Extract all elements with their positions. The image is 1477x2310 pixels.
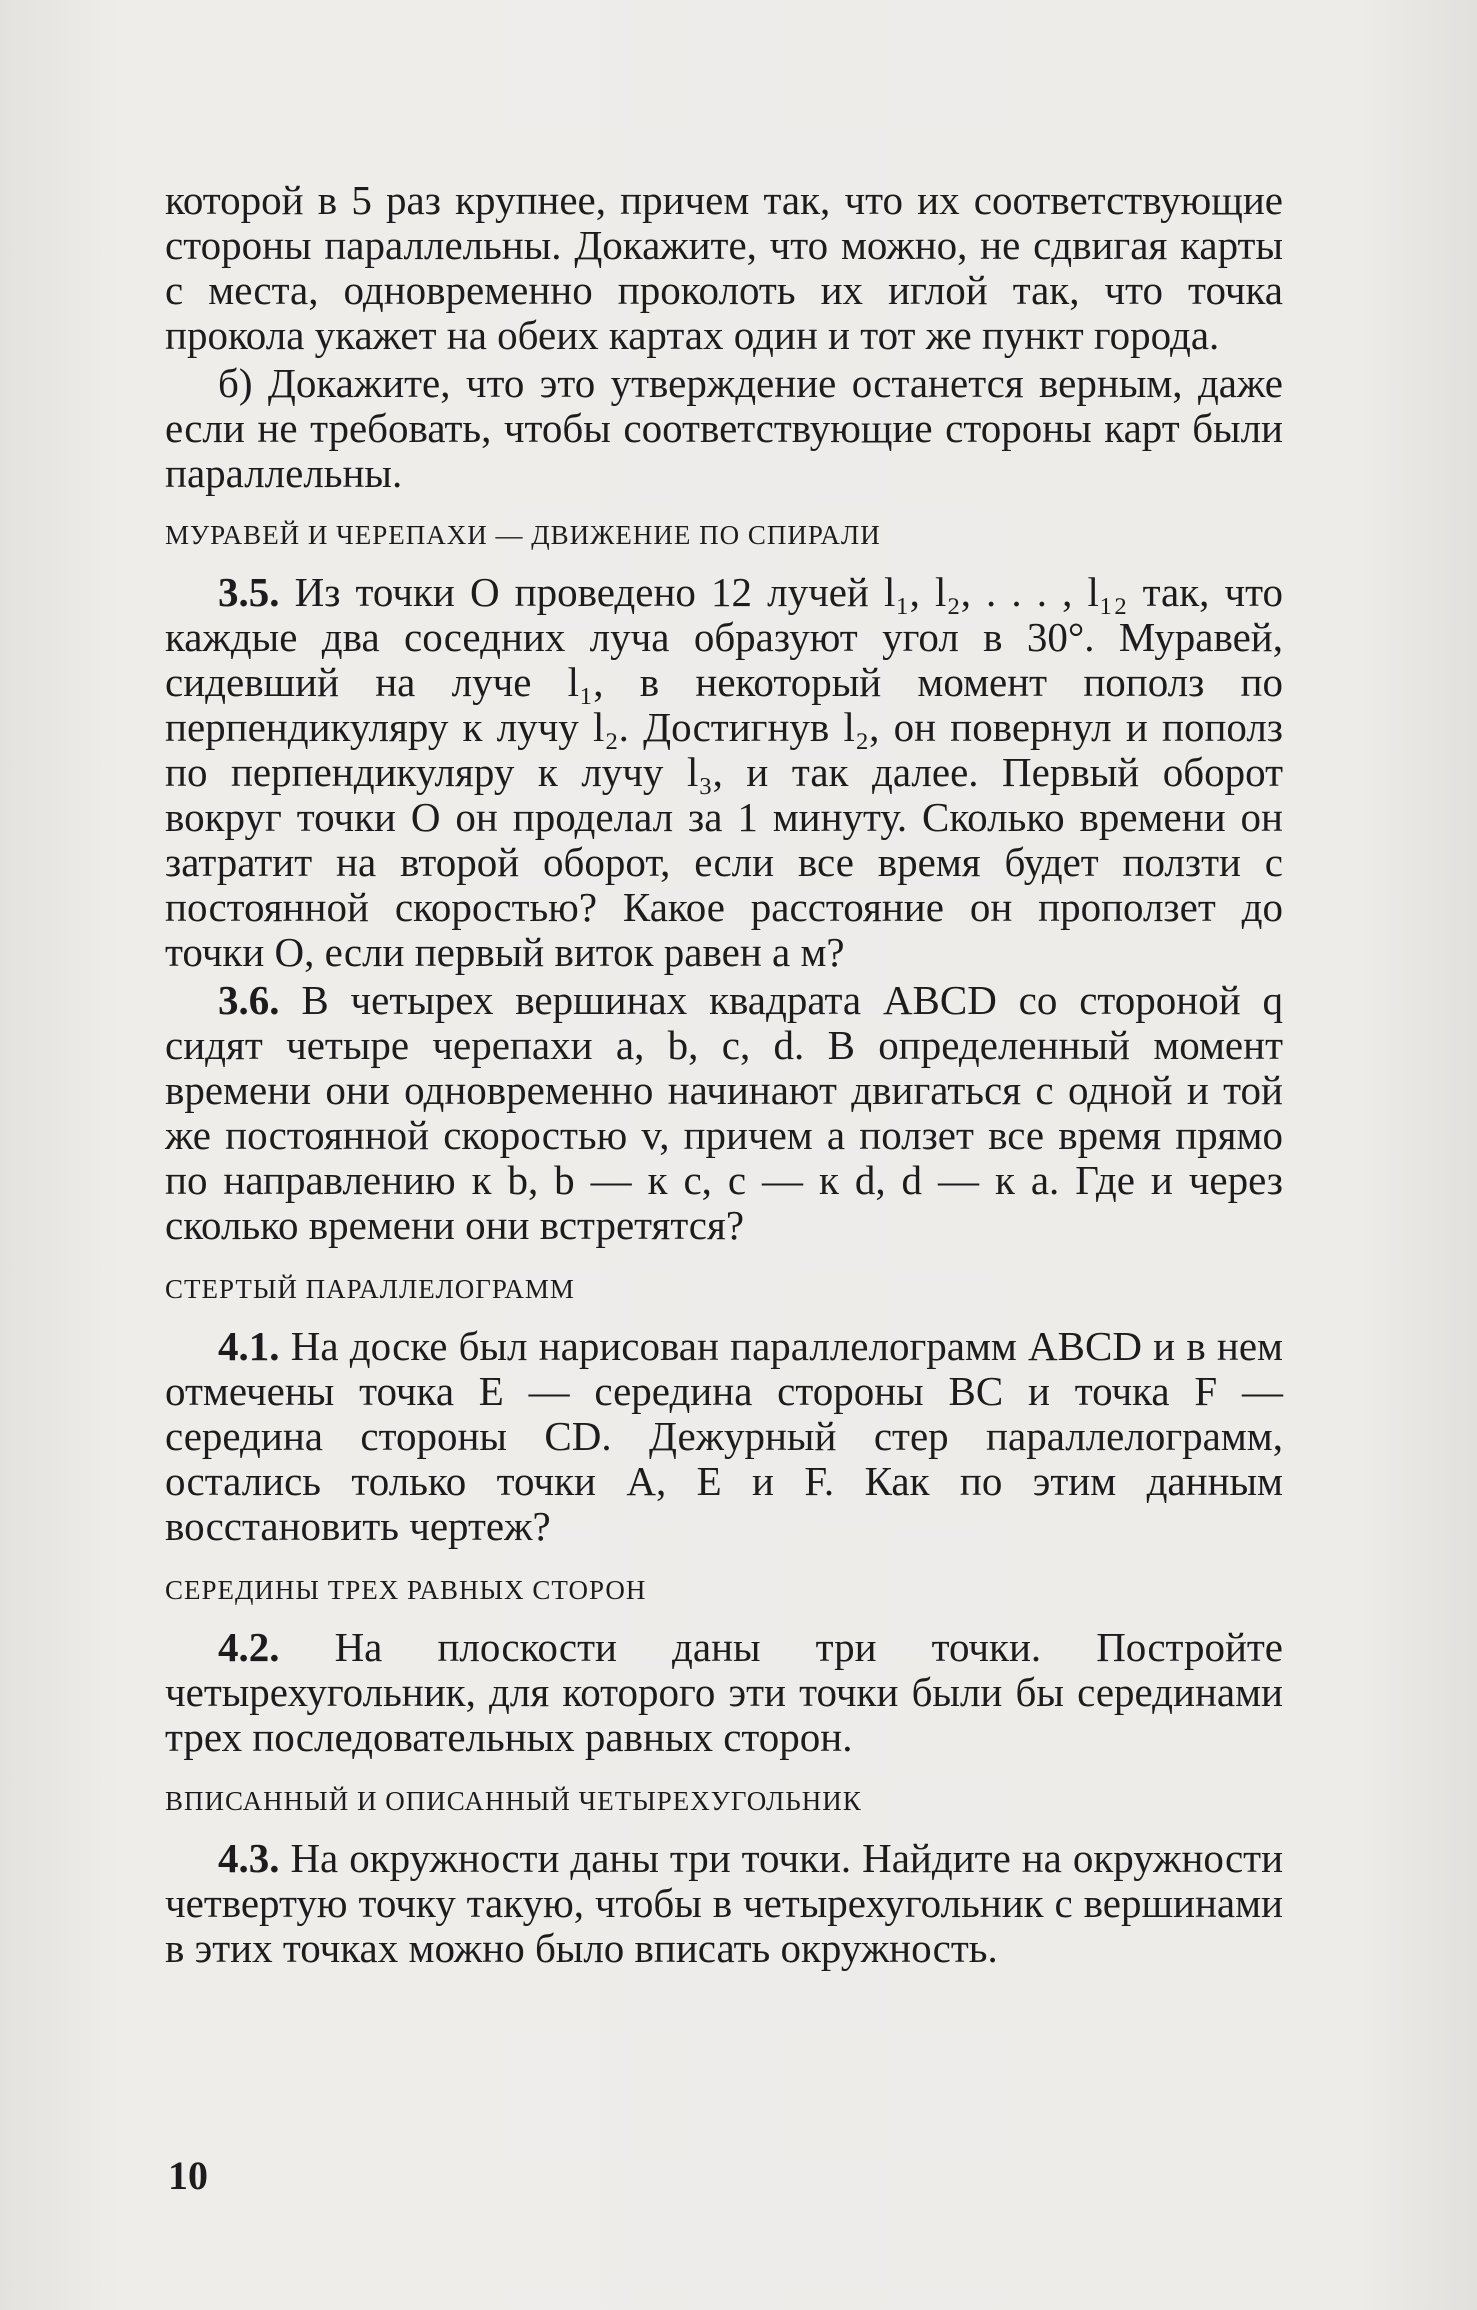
problem-text: На доске был нарисован параллелограмм ABCD и в нем отмечены точка E — середина стороны BC и точка F — середина стороны CD. Дежурный стер параллелограмм, остались только точки A, E и F. Как по этим данным восстановить чертеж? [165, 1323, 1284, 1549]
problem-4-3 [165, 1836, 1283, 1971]
section-heading-spiral: МУРАВЕЙ И ЧЕРЕПАХИ — ДВИЖЕНИЕ ПО СПИРАЛИ [165, 520, 881, 550]
section-heading-parallelogram: СТЕРТЫЙ ПАРАЛЛЕЛОГРАММ [165, 1274, 575, 1304]
continuation-paragraph-a: которой в 5 раз крупнее, причем так, что их соответствующие стороны параллельны. Докажите, что можно, не сдвигая карты с места, одновременно проколоть их иглой так, что точка прокола укажет на обеих картах один и тот же пункт города. [165, 177, 1283, 358]
problem-text: Из точки O проведено 12 лучей l₁, l₂, . . . , l₁₂ так, что каждые два соседних луча образуют угол в 30°. Муравей, сидевший на луче l₁, в некоторый момент пополз по перпендикуляру к лучу l₂. Достигнув l₂, он повернул и пополз по перпендикуляру к лучу l₃, и так далее. Первый оборот вокруг точки O он проделал за 1 минуту. Сколько времени он затратит на второй оборот, если все время будет ползти с постоянной скоростью? Какое расстояние он проползет до точки O, если первый виток равен a м? [165, 569, 1284, 975]
problem-4-1 [165, 1324, 1283, 1549]
problem-3-5 [165, 570, 1283, 975]
problem-number: 3.6. [218, 977, 280, 1023]
problem-number: 4.2. [218, 1624, 280, 1670]
problem-number: 4.1. [218, 1323, 280, 1369]
problem-text: На плоскости даны три точки. Постройте четырехугольник, для которого эти точки были бы серединами трех последовательных равных сторон. [165, 1624, 1284, 1760]
continuation-paragraph-b: б) Докажите, что это утверждение останется верным, даже если не требовать, чтобы соответствующие стороны карт были параллельны. [165, 360, 1283, 496]
section-heading-midpoints: СЕРЕДИНЫ ТРЕХ РАВНЫХ СТОРОН [165, 1575, 647, 1605]
page-text [165, 178, 1283, 1971]
page-number: 10 [168, 2153, 208, 2198]
problem-4-2 [165, 1625, 1283, 1760]
problem-3-6 [165, 978, 1283, 1248]
problem-text: На окружности даны три точки. Найдите на окружности четвертую точку такую, чтобы в четырехугольник с вершинами в этих точках можно было вписать окружность. [165, 1835, 1284, 1971]
problem-number: 4.3. [218, 1835, 280, 1881]
section-heading-inscribed: ВПИСАННЫЙ И ОПИСАННЫЙ ЧЕТЫРЕХУГОЛЬНИК [165, 1786, 862, 1816]
problem-number: 3.5. [218, 569, 280, 615]
problem-text: В четырех вершинах квадрата ABCD со стороной q сидят четыре черепахи a, b, c, d. В определенный момент времени они одновременно начинают двигаться с одной и той же постоянной скоростью v, причем a ползет все время прямо по направлению к b, b — к c, c — к d, d — к a. Где и через сколько времени они встретятся? [165, 977, 1283, 1248]
